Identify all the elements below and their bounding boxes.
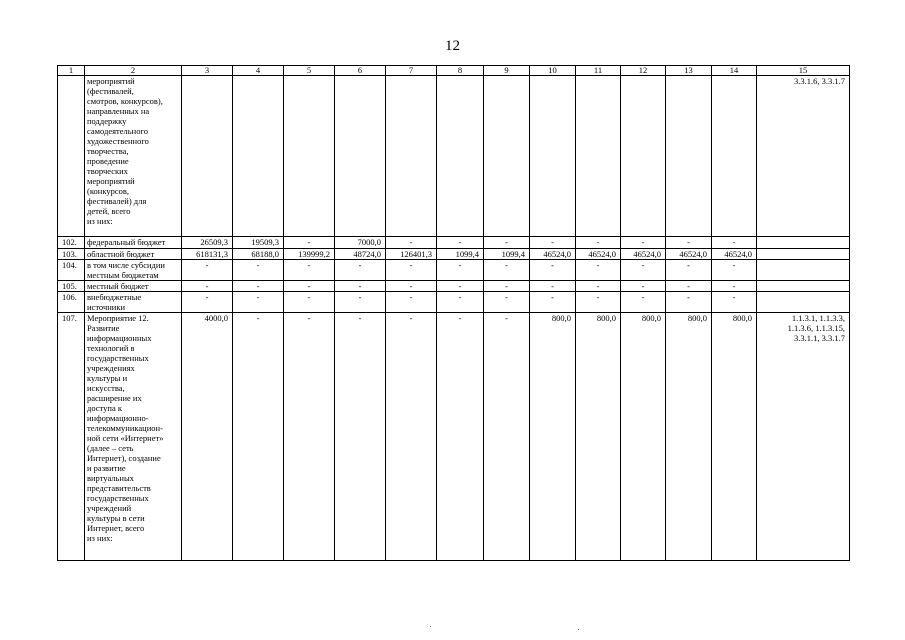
value-cell: - [712,292,757,313]
column-header: 9 [484,66,530,76]
value-cell: 46524,0 [666,249,712,260]
value-cell: 46524,0 [576,249,621,260]
value-cell: - [621,260,666,281]
column-header: 3 [182,66,233,76]
value-cell: - [386,313,437,561]
table-row [58,249,850,260]
value-cell: - [284,237,335,249]
value-cell: - [284,281,335,292]
value-cell: - [386,260,437,281]
value-cell: - [530,292,576,313]
row-number-cell: 104. [58,260,85,281]
row-name-cell: областной бюджет [85,249,182,260]
value-cell: - [484,281,530,292]
row-number-cell: 107. [58,313,85,561]
row-number-cell [58,76,85,237]
reference-cell [757,292,850,313]
table-body [58,66,850,561]
value-cell [530,76,576,237]
value-cell [712,76,757,237]
column-header: 10 [530,66,576,76]
scan-speck [430,626,431,627]
value-cell [666,76,712,237]
value-cell: - [284,292,335,313]
value-cell: - [530,260,576,281]
value-cell: - [437,260,484,281]
value-cell: 68188,0 [233,249,284,260]
row-name-cell: в том числе субсидии местным бюджетам [85,260,182,281]
column-header: 11 [576,66,621,76]
value-cell: - [437,281,484,292]
row-name-cell: местный бюджет [85,281,182,292]
value-cell: - [182,260,233,281]
value-cell: - [233,292,284,313]
value-cell: - [233,260,284,281]
value-cell: - [484,313,530,561]
value-cell: - [666,237,712,249]
column-header: 12 [621,66,666,76]
value-cell: - [712,281,757,292]
value-cell: 26509,3 [182,237,233,249]
value-cell: - [437,292,484,313]
value-cell: - [386,237,437,249]
value-cell [484,76,530,237]
value-cell: 7000,0 [335,237,386,249]
value-cell: - [530,237,576,249]
table-row [58,292,850,313]
value-cell: - [530,281,576,292]
value-cell: - [386,292,437,313]
reference-cell [757,281,850,292]
column-header: 14 [712,66,757,76]
value-cell: - [182,292,233,313]
row-number-cell: 106. [58,292,85,313]
value-cell: - [666,292,712,313]
value-cell: - [182,281,233,292]
row-name-cell: Мероприятие 12. Развитие информационных технологий в государственных учреждениях культуры и искусства, расширение их доступа к информационно- телекоммуникацион- ной сети «Интернет» (далее – сеть Интернет), создание и развитие виртуальных представительств государственных учреждений культуры в сети Интернет, всего из них: [85,313,182,561]
reference-cell [757,260,850,281]
value-cell [386,76,437,237]
value-cell: 800,0 [666,313,712,561]
table-row [58,237,850,249]
reference-cell: 3.3.1.6, 3.3.1.7 [757,76,850,237]
value-cell: - [335,292,386,313]
value-cell: 4000,0 [182,313,233,561]
value-cell: - [437,313,484,561]
column-header: 5 [284,66,335,76]
value-cell: - [712,260,757,281]
value-cell [437,76,484,237]
column-header: 8 [437,66,484,76]
reference-cell: 1.1.3.1, 1.1.3.3, 1.1.3.6, 1.1.3.15, 3.3.1.1, 3.3.1.7 [757,313,850,561]
budget-table [57,65,850,561]
column-header: 2 [85,66,182,76]
value-cell: 126401,3 [386,249,437,260]
scan-speck [578,629,579,630]
table-row [58,260,850,281]
value-cell: 46524,0 [530,249,576,260]
value-cell: - [576,260,621,281]
value-cell: - [576,281,621,292]
value-cell [284,76,335,237]
row-number-cell: 103. [58,249,85,260]
table-row [58,281,850,292]
value-cell: - [712,237,757,249]
value-cell: - [621,237,666,249]
value-cell: - [284,313,335,561]
value-cell [233,76,284,237]
value-cell: - [335,313,386,561]
value-cell: 46524,0 [712,249,757,260]
value-cell: 1099,4 [484,249,530,260]
value-cell: 800,0 [576,313,621,561]
value-cell [335,76,386,237]
row-name-cell: внебюджетные источники [85,292,182,313]
column-header: 1 [58,66,85,76]
column-header: 6 [335,66,386,76]
value-cell: - [666,260,712,281]
value-cell: 46524,0 [621,249,666,260]
reference-cell [757,237,850,249]
value-cell: - [576,237,621,249]
value-cell: - [621,281,666,292]
column-header: 7 [386,66,437,76]
value-cell [576,76,621,237]
value-cell: 48724,0 [335,249,386,260]
row-name-cell: мероприятий (фестивалей, смотров, конкурсов), направленных на поддержку самодеятельного художественного творчества, проведение творческих мероприятий (конкурсов, фестивалей) для детей, всего из них: [85,76,182,237]
table-header-row [58,66,850,76]
value-cell: - [484,260,530,281]
column-header: 13 [666,66,712,76]
value-cell: - [233,281,284,292]
value-cell: - [437,237,484,249]
value-cell: - [233,313,284,561]
page-number: 12 [445,38,460,54]
value-cell: - [576,292,621,313]
table-row [58,76,850,237]
value-cell: 800,0 [530,313,576,561]
value-cell [621,76,666,237]
value-cell: 19509,3 [233,237,284,249]
value-cell: - [284,260,335,281]
row-name-cell: федеральный бюджет [85,237,182,249]
value-cell: 139999,2 [284,249,335,260]
value-cell: - [621,292,666,313]
value-cell: - [335,281,386,292]
value-cell: 800,0 [712,313,757,561]
value-cell: 1099,4 [437,249,484,260]
value-cell: - [484,237,530,249]
table-row [58,313,850,561]
value-cell: - [386,281,437,292]
value-cell: 618131,3 [182,249,233,260]
column-header: 15 [757,66,850,76]
value-cell: - [335,260,386,281]
value-cell [182,76,233,237]
reference-cell [757,249,850,260]
value-cell: 800,0 [621,313,666,561]
value-cell: - [484,292,530,313]
row-number-cell: 105. [58,281,85,292]
column-header: 4 [233,66,284,76]
row-number-cell: 102. [58,237,85,249]
value-cell: - [666,281,712,292]
